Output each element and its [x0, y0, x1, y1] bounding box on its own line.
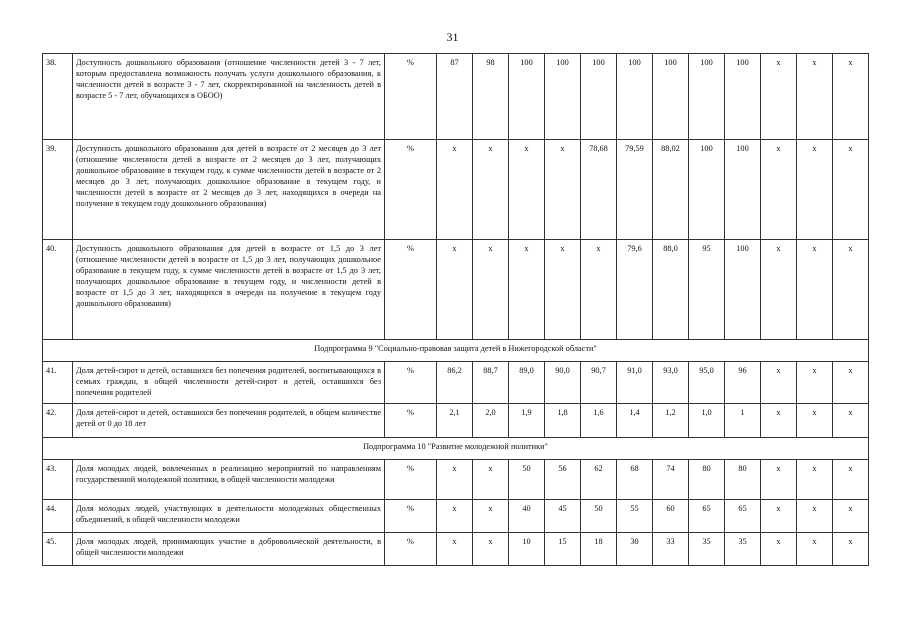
indicator-value: x: [797, 240, 833, 340]
indicator-value: 90,0: [545, 362, 581, 404]
indicators-table-body: [43, 54, 869, 566]
indicator-value: 100: [617, 54, 653, 140]
indicator-value: 1,0: [689, 404, 725, 438]
indicator-value: 33: [653, 533, 689, 566]
indicator-value: 100: [689, 54, 725, 140]
indicator-number: 39.: [43, 140, 73, 240]
indicator-row: [43, 54, 869, 140]
indicator-value: 100: [581, 54, 617, 140]
indicator-unit: %: [385, 404, 437, 438]
indicator-value: 65: [689, 500, 725, 533]
indicator-value: 62: [581, 460, 617, 500]
indicator-value: 87: [437, 54, 473, 140]
indicator-value: 86,2: [437, 362, 473, 404]
indicator-value: x: [509, 240, 545, 340]
indicator-value: 1,2: [653, 404, 689, 438]
indicator-value: x: [509, 140, 545, 240]
indicator-name: Доступность дошкольного образования для детей в возрасте от 1,5 до 3 лет (отношение численности детей в возрасте от 1,5 до 3 лет, получающих дошкольное образование в текущем году, к сумме численности детей в возрасте от 1,5 до 3 лет, получающих дошкольное образование в текущем году, и численности детей в возрасте от 1,5 до 3 лет, находящихся в очереди на получение в текущем году дошкольного образования): [73, 240, 385, 340]
indicator-value: x: [797, 500, 833, 533]
indicator-value: 96: [725, 362, 761, 404]
indicator-value: 15: [545, 533, 581, 566]
indicator-value: x: [833, 460, 869, 500]
indicator-value: 18: [581, 533, 617, 566]
indicator-value: x: [833, 54, 869, 140]
indicator-unit: %: [385, 140, 437, 240]
indicator-value: 1,6: [581, 404, 617, 438]
indicator-value: x: [761, 460, 797, 500]
indicator-number: 38.: [43, 54, 73, 140]
indicator-value: x: [473, 500, 509, 533]
indicator-value: 95: [689, 240, 725, 340]
indicator-value: x: [545, 240, 581, 340]
indicator-value: x: [761, 240, 797, 340]
indicator-name: Доля молодых людей, участвующих в деятельности молодежных общественных объединений, в общей численности молодежи: [73, 500, 385, 533]
indicator-value: 93,0: [653, 362, 689, 404]
indicator-value: 100: [725, 140, 761, 240]
indicator-value: 100: [509, 54, 545, 140]
indicator-value: x: [833, 533, 869, 566]
indicator-unit: %: [385, 240, 437, 340]
indicator-value: x: [437, 533, 473, 566]
indicator-value: x: [581, 240, 617, 340]
indicator-value: x: [761, 362, 797, 404]
indicator-value: x: [473, 240, 509, 340]
indicator-value: 79,6: [617, 240, 653, 340]
indicator-value: 10: [509, 533, 545, 566]
indicator-row: [43, 500, 869, 533]
indicator-unit: %: [385, 500, 437, 533]
indicator-value: 1,4: [617, 404, 653, 438]
indicator-value: x: [833, 140, 869, 240]
subprogram-row: [43, 438, 869, 460]
subprogram-title: Подпрограмма 10 "Развитие молодежной политики": [43, 438, 869, 460]
indicator-value: 100: [689, 140, 725, 240]
indicator-value: x: [833, 404, 869, 438]
indicator-unit: %: [385, 362, 437, 404]
indicator-name: Доля молодых людей, вовлеченных в реализацию мероприятий по направлениям государственной молодежной политики, в общей численности молодежи: [73, 460, 385, 500]
indicator-value: x: [797, 533, 833, 566]
indicator-value: x: [437, 140, 473, 240]
indicator-row: [43, 362, 869, 404]
indicator-value: 50: [581, 500, 617, 533]
indicator-row: [43, 240, 869, 340]
indicator-value: 88,0: [653, 240, 689, 340]
indicator-value: x: [761, 54, 797, 140]
indicator-value: 79,59: [617, 140, 653, 240]
page-number: 31: [446, 30, 459, 44]
indicator-number: 40.: [43, 240, 73, 340]
indicator-value: 80: [725, 460, 761, 500]
indicator-value: x: [761, 140, 797, 240]
indicator-value: 89,0: [509, 362, 545, 404]
indicator-value: 80: [689, 460, 725, 500]
indicator-value: x: [797, 460, 833, 500]
indicator-value: 95,0: [689, 362, 725, 404]
indicator-value: 2,0: [473, 404, 509, 438]
indicator-unit: %: [385, 533, 437, 566]
indicator-value: 91,0: [617, 362, 653, 404]
indicator-value: 2,1: [437, 404, 473, 438]
indicator-name: Доля детей-сирот и детей, оставшихся без попечения родителей, в общем количестве детей от 0 до 18 лет: [73, 404, 385, 438]
indicator-number: 41.: [43, 362, 73, 404]
indicator-row: [43, 533, 869, 566]
indicator-value: 45: [545, 500, 581, 533]
indicator-value: 55: [617, 500, 653, 533]
indicator-value: 60: [653, 500, 689, 533]
indicator-value: 35: [689, 533, 725, 566]
indicator-value: x: [437, 460, 473, 500]
indicator-row: [43, 140, 869, 240]
indicator-name: Доступность дошкольного образования для детей в возрасте от 2 месяцев до 3 лет (отношение численности детей в возрасте от 2 месяцев до 3 лет, получающих дошкольное образование в текущем году, к сумме численности детей в возрасте от 2 месяцев до 3 лет, получающих дошкольное образование в текущем году, и численности детей в возрасте от 2 месяцев до 3 лет, находящихся в очереди на получение в текущем году дошкольного образования): [73, 140, 385, 240]
indicator-value: x: [473, 460, 509, 500]
indicator-value: 56: [545, 460, 581, 500]
indicator-value: x: [437, 500, 473, 533]
indicator-value: 50: [509, 460, 545, 500]
indicators-table: [42, 53, 869, 566]
indicator-value: 100: [653, 54, 689, 140]
indicator-value: x: [545, 140, 581, 240]
indicator-value: 88,7: [473, 362, 509, 404]
indicator-value: x: [761, 404, 797, 438]
indicator-value: 100: [725, 54, 761, 140]
indicator-number: 45.: [43, 533, 73, 566]
indicator-value: 1,8: [545, 404, 581, 438]
indicator-number: 42.: [43, 404, 73, 438]
indicator-value: x: [797, 140, 833, 240]
indicator-row: [43, 404, 869, 438]
indicator-name: Доступность дошкольного образования (отношение численности детей 3 - 7 лет, которым предоставлена возможность получать услуги дошкольного образования, к численности детей в возрасте 3 - 7 лет, скорректированной на численность детей в возрасте 5 - 7 лет, обучающихся в ОБОО): [73, 54, 385, 140]
indicator-value: 65: [725, 500, 761, 533]
indicator-value: x: [761, 500, 797, 533]
indicator-value: 74: [653, 460, 689, 500]
indicator-value: x: [473, 533, 509, 566]
indicator-value: 78,68: [581, 140, 617, 240]
indicator-value: x: [833, 240, 869, 340]
indicator-value: 100: [725, 240, 761, 340]
indicator-value: x: [797, 404, 833, 438]
indicator-name: Доля молодых людей, принимающих участие в добровольческой деятельности, в общей численности молодежи: [73, 533, 385, 566]
indicator-number: 43.: [43, 460, 73, 500]
indicator-value: 35: [725, 533, 761, 566]
indicator-value: x: [761, 533, 797, 566]
indicator-value: 68: [617, 460, 653, 500]
indicator-unit: %: [385, 460, 437, 500]
indicator-row: [43, 460, 869, 500]
indicator-value: 98: [473, 54, 509, 140]
subprogram-title: Подпрограмма 9 "Социально-правовая защита детей в Нижегородской области": [43, 340, 869, 362]
indicator-value: x: [473, 140, 509, 240]
indicator-value: 30: [617, 533, 653, 566]
indicator-value: x: [437, 240, 473, 340]
indicator-value: 90,7: [581, 362, 617, 404]
indicator-value: 88,02: [653, 140, 689, 240]
subprogram-row: [43, 340, 869, 362]
indicator-name: Доля детей-сирот и детей, оставшихся без попечения родителей, воспитывающихся в семьях граждан, в общей численности детей-сирот и детей, оставшихся без попечения родителей: [73, 362, 385, 404]
indicator-value: x: [797, 362, 833, 404]
indicator-value: x: [797, 54, 833, 140]
indicator-value: 1: [725, 404, 761, 438]
indicator-value: 40: [509, 500, 545, 533]
indicator-value: x: [833, 362, 869, 404]
indicator-value: 100: [545, 54, 581, 140]
indicator-unit: %: [385, 54, 437, 140]
indicator-value: x: [833, 500, 869, 533]
indicator-value: 1,9: [509, 404, 545, 438]
indicator-number: 44.: [43, 500, 73, 533]
